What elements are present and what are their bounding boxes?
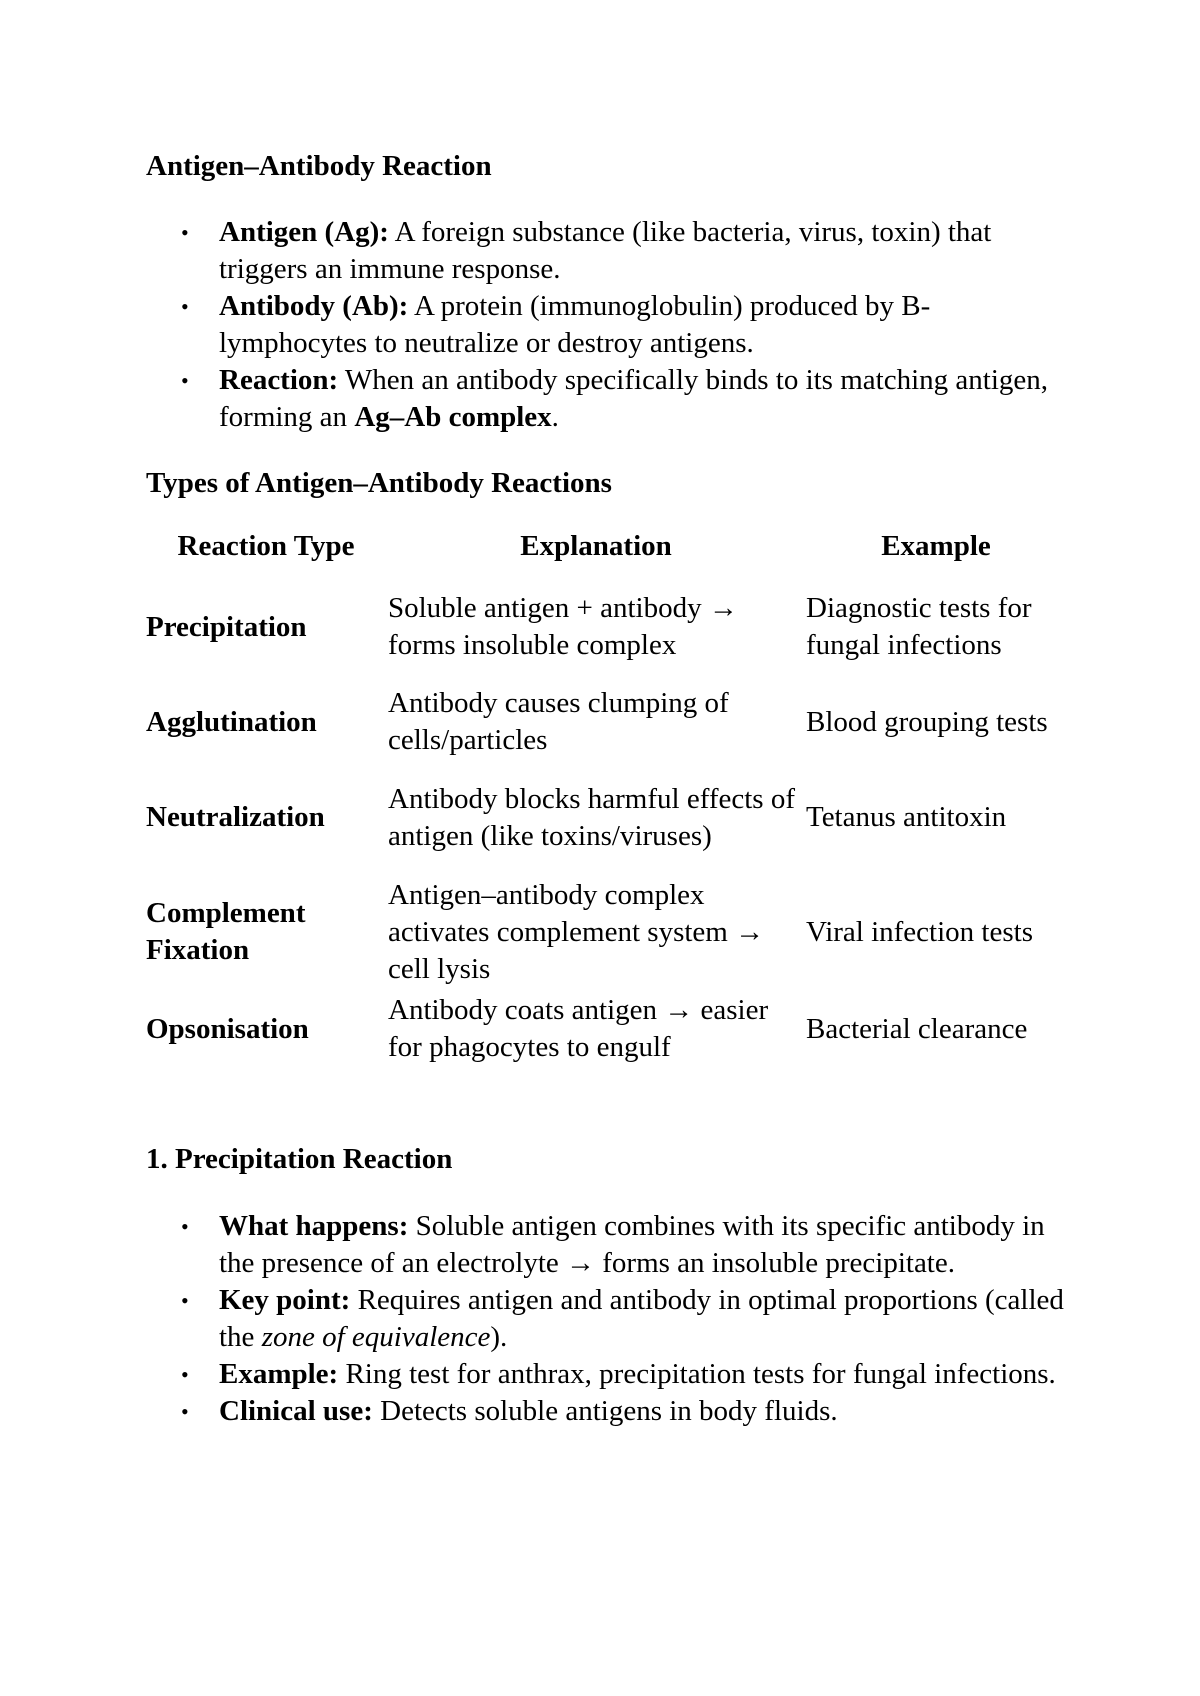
table-row: [146, 989, 1066, 1069]
example-cell: Viral infection tests: [806, 915, 1033, 948]
list-item: [146, 1393, 1076, 1430]
precipitation-bullet-list: [146, 1208, 1076, 1430]
list-item: [146, 1282, 1076, 1356]
bullet-term: What happens:: [219, 1210, 409, 1242]
page-title: Antigen–Antibody Reaction: [146, 150, 492, 182]
bullet-end: .: [551, 401, 559, 433]
example-cell: Diagnostic tests for fungal infections: [806, 592, 1032, 661]
bullet-term: Antigen (Ag):: [219, 216, 389, 248]
reaction-type-cell: Complement Fixation: [146, 897, 306, 966]
explanation-cell: Antibody coats antigen → easier for phagocytes to engulf: [388, 994, 769, 1063]
list-item: [146, 214, 1076, 288]
bullet-text: A foreign substance (like bacteria, virus, toxin) that triggers an immune response.: [219, 216, 992, 285]
example-cell: Tetanus antitoxin: [806, 801, 1007, 833]
example-cell: Blood grouping tests: [806, 705, 1048, 738]
explanation-cell: Antigen–antibody complex activates complement system → cell lysis: [388, 878, 765, 985]
bullet-text: When an antibody specifically binds to its matching antigen, forming an: [219, 364, 1048, 433]
table-row: [146, 570, 1066, 684]
section-heading-precipitation: 1. Precipitation Reaction: [146, 1143, 453, 1175]
list-item: [146, 1356, 1076, 1393]
bullet-end: ).: [490, 1321, 508, 1353]
explanation-cell: Antibody causes clumping of cells/particles: [388, 687, 729, 756]
types-heading: Types of Antigen–Antibody Reactions: [146, 467, 612, 499]
intro-bullet-list: [146, 214, 1076, 436]
bullet-term: Antibody (Ab):: [219, 290, 409, 322]
bullet-text: Ring test for anthrax, precipitation tests for fungal infections.: [338, 1358, 1056, 1390]
reaction-type-cell: Neutralization: [146, 801, 325, 833]
bullet-term: Key point:: [219, 1284, 351, 1316]
example-cell: Bacterial clearance: [806, 1012, 1028, 1045]
reaction-type-cell: Agglutination: [146, 705, 317, 738]
list-item: [146, 288, 1076, 362]
bullet-bold-phrase: Ag–Ab complex: [354, 401, 552, 433]
bullet-text: Requires antigen and antibody in optimal proportions (called the: [219, 1284, 1064, 1353]
column-header: Example: [881, 530, 991, 562]
bullet-term: Clinical use:: [219, 1395, 373, 1427]
explanation-cell: Soluble antigen + antibody → forms insoluble complex: [388, 592, 738, 661]
table-row: [146, 684, 1066, 760]
bullet-term: Reaction:: [219, 364, 339, 396]
column-header: Reaction Type: [177, 530, 355, 562]
table-row: [146, 760, 1066, 875]
reaction-type-cell: Opsonisation: [146, 1012, 309, 1045]
bullet-italic-phrase: zone of equivalence: [261, 1321, 491, 1353]
bullet-text: Soluble antigen combines with its specific antibody in the presence of an electrolyte → forms an insoluble precipitate.: [219, 1210, 1045, 1279]
bullet-term: Example:: [219, 1358, 339, 1390]
table-header-row: [146, 528, 1066, 570]
list-item: [146, 1208, 1076, 1282]
bullet-text: Detects soluble antigens in body fluids.: [372, 1395, 838, 1427]
column-header: Explanation: [520, 530, 672, 562]
list-item: [146, 362, 1076, 436]
reaction-types-table: [146, 528, 1066, 1069]
bullet-text: A protein (immunoglobulin) produced by B-lymphocytes to neutralize or destroy antigens.: [219, 290, 931, 359]
table-row: [146, 875, 1066, 989]
explanation-cell: Antibody blocks harmful effects of antigen (like toxins/viruses): [388, 782, 795, 852]
reaction-type-cell: Precipitation: [146, 610, 307, 643]
